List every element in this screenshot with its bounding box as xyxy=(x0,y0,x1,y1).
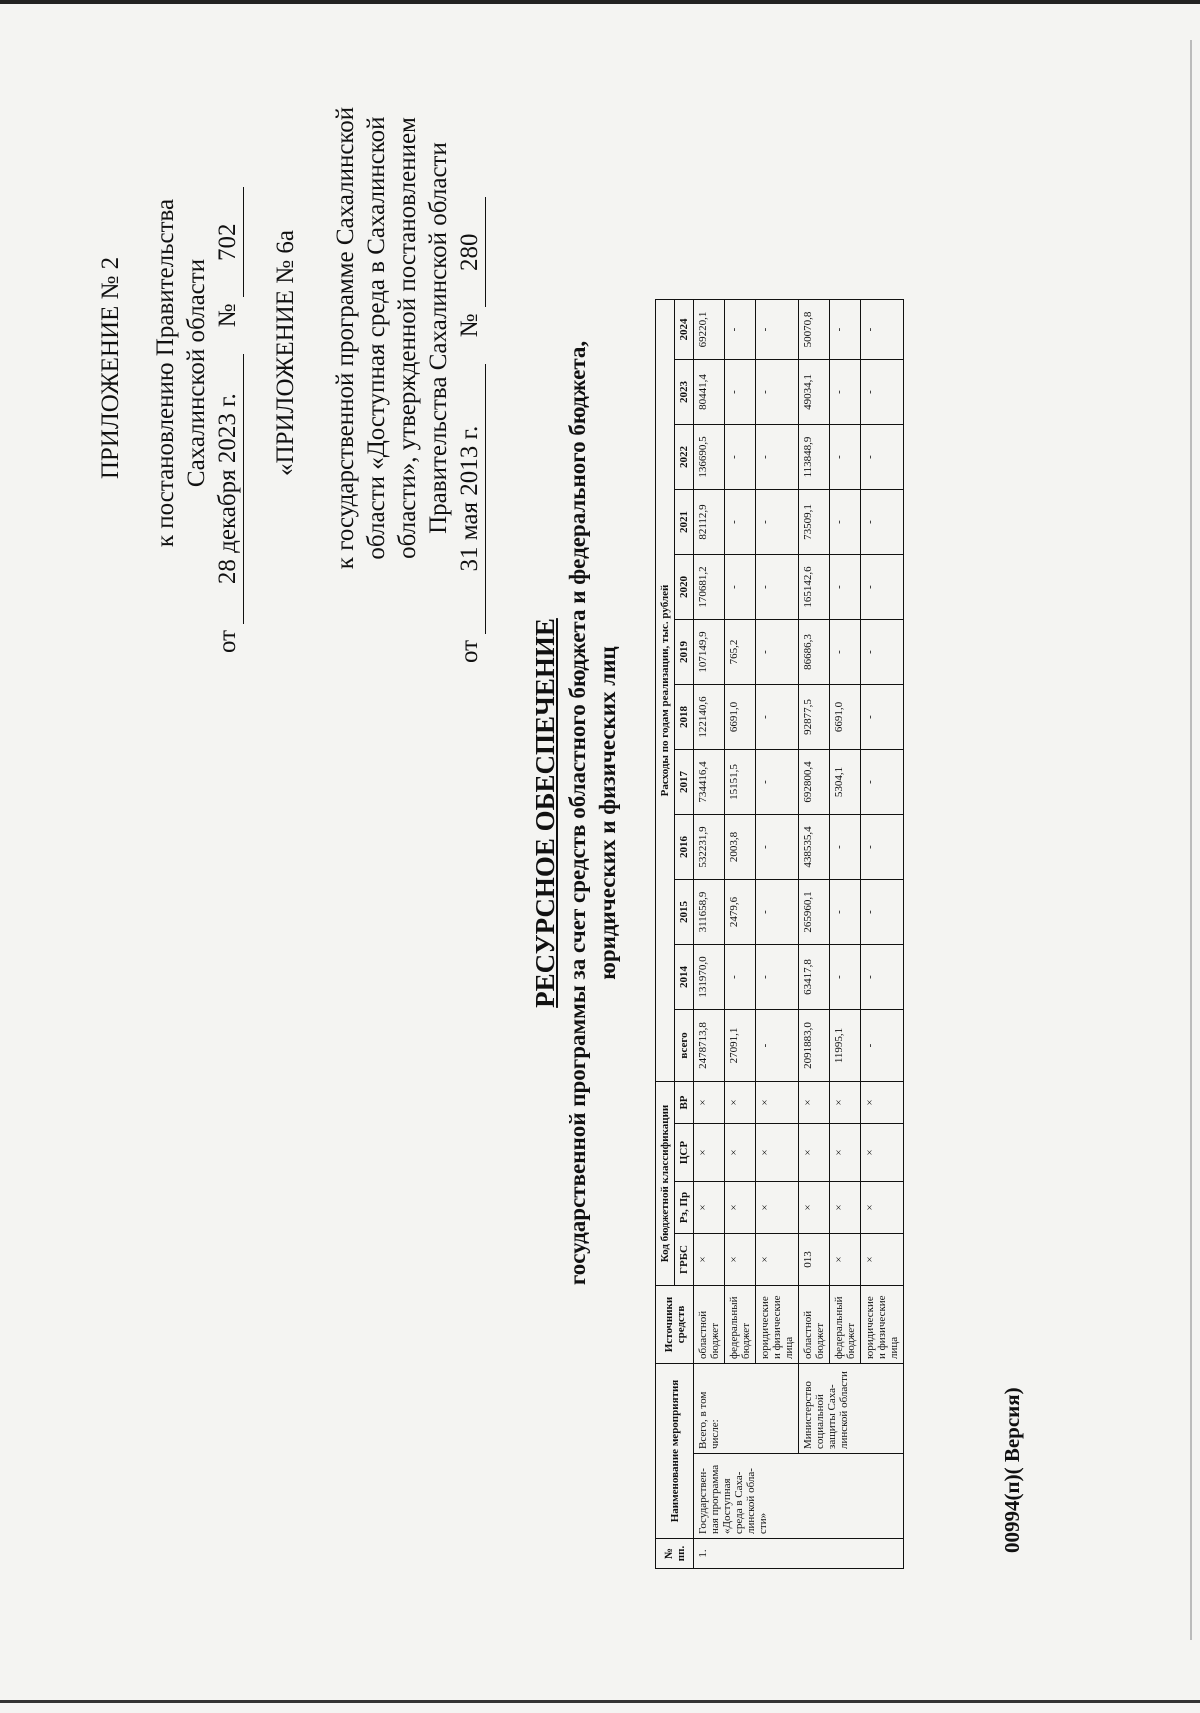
header-year: 2016 xyxy=(675,815,694,880)
header-year: 2023 xyxy=(675,360,694,425)
header-sources: Источники средств xyxy=(656,1286,694,1364)
year-value-cell: - xyxy=(861,300,904,360)
grbs-cell: × xyxy=(756,1234,799,1286)
csr-cell: × xyxy=(799,1124,830,1182)
header-csr: ЦСР xyxy=(675,1124,694,1182)
year-value-cell: - xyxy=(830,360,861,425)
header-year: 2015 xyxy=(675,880,694,945)
csr-cell: × xyxy=(830,1124,861,1182)
appendix-2-text xyxy=(150,93,244,653)
total-cell: 27091,1 xyxy=(725,1010,756,1082)
year-value-cell: - xyxy=(725,945,756,1010)
year-value-cell: - xyxy=(830,300,861,360)
vr-cell: × xyxy=(756,1082,799,1124)
year-value-cell: 734416,4 xyxy=(694,750,725,815)
title-main: РЕСУРСНОЕ ОБЕСПЕЧЕНИЕ xyxy=(530,618,560,1008)
row-number: 1. xyxy=(694,1539,904,1569)
total-cell: 2478713,8 xyxy=(694,1010,725,1082)
title-sub2: юридических и физических лиц xyxy=(595,646,620,980)
year-value-cell: 63417,8 xyxy=(799,945,830,1010)
header-expenses: Расходы по годам реализации, тыс. рублей xyxy=(656,300,675,1082)
header-year: 2021 xyxy=(675,490,694,555)
grbs-cell: × xyxy=(830,1234,861,1286)
table-header-row-1 xyxy=(656,300,675,1569)
year-value-cell: 438535,4 xyxy=(799,815,830,880)
year-value-cell: - xyxy=(830,945,861,1010)
header-grbs: ГРБС xyxy=(675,1234,694,1286)
vr-cell: × xyxy=(725,1082,756,1124)
csr-cell: × xyxy=(756,1124,799,1182)
grbs-cell: 013 xyxy=(799,1234,830,1286)
source-cell: областной бюджет xyxy=(799,1286,830,1364)
header-year: 2024 xyxy=(675,300,694,360)
vr-cell: × xyxy=(694,1082,725,1124)
appendix-2-line1: к постановлению Правительства xyxy=(152,198,179,548)
grbs-cell: × xyxy=(694,1234,725,1286)
year-value-cell: - xyxy=(830,490,861,555)
appendix-2-title: ПРИЛОЖЕНИЕ № 2 xyxy=(97,256,124,480)
year-value-cell: 86686,3 xyxy=(799,620,830,685)
year-value-cell: - xyxy=(830,620,861,685)
year-value-cell: - xyxy=(756,490,799,555)
source-cell: федеральный бюджет xyxy=(725,1286,756,1364)
year-value-cell: 113848,9 xyxy=(799,425,830,490)
page-title xyxy=(527,313,623,1313)
year-value-cell: - xyxy=(756,425,799,490)
group-label: Всего, в том числе: xyxy=(694,1364,799,1454)
year-value-cell: - xyxy=(725,490,756,555)
source-cell: юридические и физические лица xyxy=(756,1286,799,1364)
year-value-cell: - xyxy=(725,555,756,620)
appendix-2-line2: Сахалинской области xyxy=(183,258,210,488)
year-value-cell: - xyxy=(861,685,904,750)
year-value-cell: - xyxy=(756,815,799,880)
year-value-cell: - xyxy=(861,750,904,815)
title-sub1: государственной программы за счет средств областного бюджета и федерального бюджета, xyxy=(565,340,590,1286)
appendix-6a-title: «ПРИЛОЖЕНИЕ № 6а xyxy=(272,230,299,476)
appendix-6a-block xyxy=(270,53,301,653)
total-cell: - xyxy=(756,1010,799,1082)
year-value-cell: 80441,4 xyxy=(694,360,725,425)
rzpr-cell: × xyxy=(694,1182,725,1234)
rzpr-cell: × xyxy=(799,1182,830,1234)
year-value-cell: - xyxy=(830,815,861,880)
appendix-2-number: 702 xyxy=(212,187,244,297)
rzpr-cell: × xyxy=(725,1182,756,1234)
grbs-cell: × xyxy=(861,1234,904,1286)
header-name: Наименование мероприятия xyxy=(656,1364,694,1539)
table-body xyxy=(694,300,904,1569)
year-value-cell: - xyxy=(756,750,799,815)
year-value-cell: 532231,9 xyxy=(694,815,725,880)
year-value-cell: 50070,8 xyxy=(799,300,830,360)
header-year: 2014 xyxy=(675,945,694,1010)
year-value-cell: - xyxy=(861,425,904,490)
year-value-cell: 15151,5 xyxy=(725,750,756,815)
year-value-cell: 92877,5 xyxy=(799,685,830,750)
total-cell: - xyxy=(861,1010,904,1082)
year-value-cell: 49034,1 xyxy=(799,360,830,425)
year-value-cell: - xyxy=(756,945,799,1010)
year-value-cell: 765,2 xyxy=(725,620,756,685)
year-value-cell: - xyxy=(861,815,904,880)
year-value-cell: 692800,4 xyxy=(799,750,830,815)
header-rzpr: Рз, Пр xyxy=(675,1182,694,1234)
year-value-cell: - xyxy=(861,360,904,425)
table-row xyxy=(694,300,725,1569)
year-value-cell: 165142,6 xyxy=(799,555,830,620)
year-value-cell: 73509,1 xyxy=(799,490,830,555)
header-year: 2019 xyxy=(675,620,694,685)
source-cell: областной бюджет xyxy=(694,1286,725,1364)
year-value-cell: - xyxy=(861,880,904,945)
appendix-6a-date: 31 мая 2013 г. xyxy=(454,364,486,634)
appendix-6a-date-line: от 31 мая 2013 г. № 280 xyxy=(454,13,486,663)
year-value-cell: - xyxy=(756,300,799,360)
source-cell: юридические и физические лица xyxy=(861,1286,904,1364)
year-value-cell: - xyxy=(756,880,799,945)
total-cell: 11995,1 xyxy=(830,1010,861,1082)
year-value-cell: - xyxy=(756,555,799,620)
year-value-cell: 69220,1 xyxy=(694,300,725,360)
appendix-2-date: 28 декабря 2023 г. xyxy=(212,354,244,624)
program-name: Государствен-ная программа «Доступная среда в Саха-линской обла-сти» xyxy=(694,1454,904,1539)
year-value-cell: 136690,5 xyxy=(694,425,725,490)
year-value-cell: - xyxy=(830,555,861,620)
year-value-cell: 82112,9 xyxy=(694,490,725,555)
year-value-cell: - xyxy=(725,360,756,425)
csr-cell: × xyxy=(861,1124,904,1182)
year-value-cell: - xyxy=(830,425,861,490)
year-value-cell: 265960,1 xyxy=(799,880,830,945)
source-cell: федеральный бюджет xyxy=(830,1286,861,1364)
group-label: Министерство социальной защиты Саха-линской области xyxy=(799,1364,904,1454)
rzpr-cell: × xyxy=(830,1182,861,1234)
appendix-6a-text: к государственной программе Сахалинской области «Доступная среда в Сахалинской области», утвержденной постановлением Правительства Сахалинской области от 31 мая 2013 г. № 280 xyxy=(330,13,486,663)
year-value-cell: 122140,6 xyxy=(694,685,725,750)
csr-cell: × xyxy=(694,1124,725,1182)
year-value-cell: - xyxy=(756,685,799,750)
vr-cell: × xyxy=(799,1082,830,1124)
rzpr-cell: × xyxy=(756,1182,799,1234)
rzpr-cell: × xyxy=(861,1182,904,1234)
appendix-2-date-line: от 28 декабря 2023 г. № 702 xyxy=(212,93,244,653)
vr-cell: × xyxy=(861,1082,904,1124)
header-num: № пп. xyxy=(656,1539,694,1569)
header-year: 2017 xyxy=(675,750,694,815)
year-value-cell: - xyxy=(756,620,799,685)
header-vr: ВР xyxy=(675,1082,694,1124)
year-value-cell: 2003,8 xyxy=(725,815,756,880)
table-row xyxy=(799,300,830,1569)
year-value-cell: 311658,9 xyxy=(694,880,725,945)
year-value-cell: - xyxy=(725,300,756,360)
header-total: всего xyxy=(675,1010,694,1082)
vr-cell: × xyxy=(830,1082,861,1124)
year-value-cell: - xyxy=(861,945,904,1010)
appendix-6a-number: 280 xyxy=(454,197,486,307)
year-value-cell: 5304,1 xyxy=(830,750,861,815)
year-value-cell: 6691,0 xyxy=(725,685,756,750)
resource-table xyxy=(655,299,904,1569)
year-value-cell: - xyxy=(756,360,799,425)
csr-cell: × xyxy=(725,1124,756,1182)
header-year: 2022 xyxy=(675,425,694,490)
year-value-cell: 107149,9 xyxy=(694,620,725,685)
year-value-cell: - xyxy=(725,425,756,490)
year-value-cell: 131970,0 xyxy=(694,945,725,1010)
header-code: Код бюджетной классификации xyxy=(656,1082,675,1286)
header-year: 2020 xyxy=(675,555,694,620)
year-value-cell: - xyxy=(861,490,904,555)
header-year: 2018 xyxy=(675,685,694,750)
document-code: 00994(п)( Версия) xyxy=(1000,1387,1024,1553)
year-value-cell: 170681,2 xyxy=(694,555,725,620)
year-value-cell: - xyxy=(861,555,904,620)
total-cell: 2091883,0 xyxy=(799,1010,830,1082)
year-value-cell: - xyxy=(830,880,861,945)
year-value-cell: 2479,6 xyxy=(725,880,756,945)
year-value-cell: 6691,0 xyxy=(830,685,861,750)
grbs-cell: × xyxy=(725,1234,756,1286)
appendix-2-block xyxy=(95,133,126,603)
year-value-cell: - xyxy=(861,620,904,685)
